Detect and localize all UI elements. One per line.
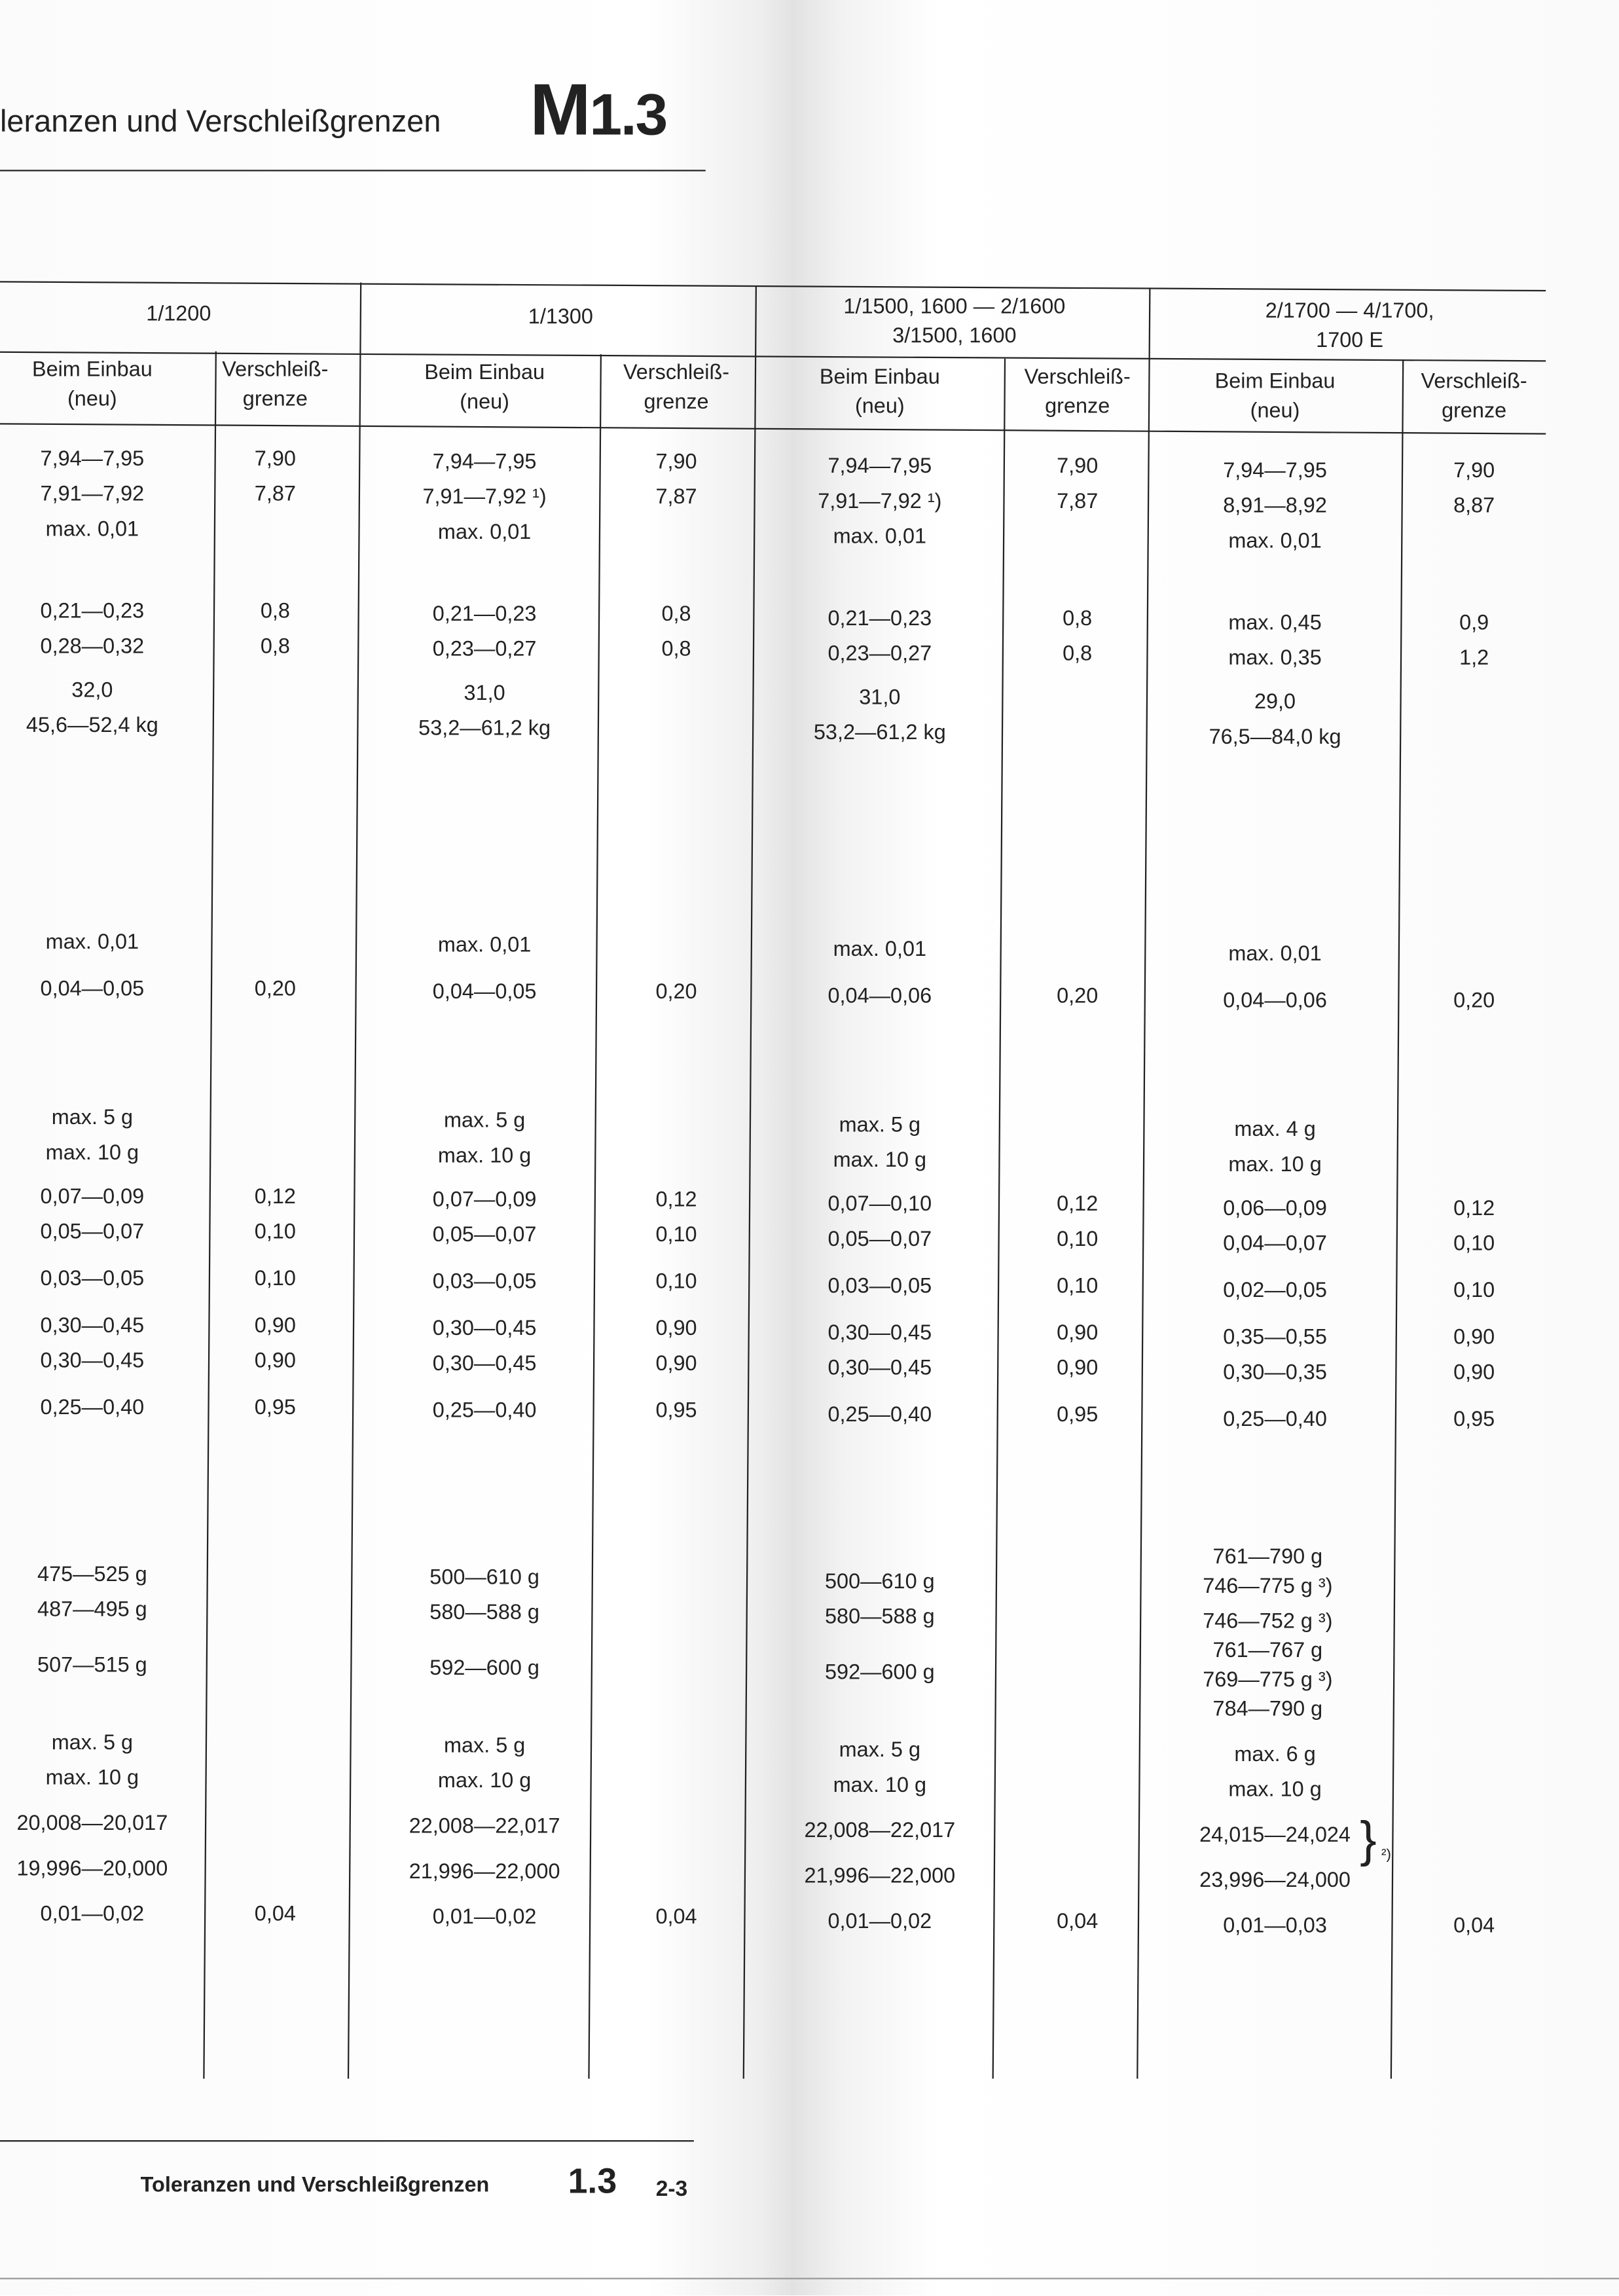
column-divider [1391, 360, 1404, 2079]
table-cell: 0,04 [1057, 1910, 1099, 1934]
table-cell: 592—600 g [825, 1661, 935, 1685]
table-cell: 22,008—22,017 [804, 1819, 956, 1844]
table-cell: 31,0 [464, 682, 505, 706]
table-cell: 0,03—0,05 [40, 1267, 145, 1292]
table-cell: 0,30—0,45 [432, 1317, 537, 1341]
section-letter: M [530, 69, 590, 151]
table-cell: max. 10 g [437, 1770, 532, 1794]
table-cell: 0,20 [1057, 985, 1099, 1009]
table-cell: 0,30—0,45 [432, 1353, 537, 1376]
subheader-wear-limit: Verschleiß- grenze [623, 361, 730, 414]
table-cell: max. 0,45 [1228, 611, 1322, 636]
table-cell: 0,10 [254, 1220, 296, 1245]
table-cell: 0,90 [655, 1353, 697, 1376]
table-cell: 23,996—24,000 [1199, 1869, 1351, 1893]
table-cell: 592—600 g [429, 1657, 539, 1681]
table-cell: 0,90 [1057, 1322, 1099, 1345]
group-header: 1/1300 [528, 306, 593, 330]
table-cell: 8,91—8,92 [1223, 494, 1327, 519]
table-cell-weight: 784—790 g [1212, 1698, 1323, 1722]
table-cell: 0,95 [254, 1396, 296, 1420]
table-cell: 7,87 [655, 486, 697, 510]
subheader-wear-limit: Verschleiß- grenze [1421, 370, 1527, 424]
table-cell: 7,87 [254, 483, 296, 507]
table-cell: 0,07—0,10 [828, 1193, 932, 1217]
table-cell: max. 5 g [443, 1734, 526, 1758]
table-cell: 0,8 [661, 638, 691, 662]
footer-section: 1.3 [568, 2162, 617, 2202]
table-cell: max. 0,01 [833, 525, 927, 549]
table-cell: 0,9 [1459, 611, 1489, 636]
subheader-new: Beim Einbau (neu) [31, 358, 153, 412]
subheader-wear-limit: Verschleiß- grenze [222, 358, 329, 412]
table-cell: 45,6—52,4 kg [26, 714, 158, 738]
table-cell: 7,94—7,95 [828, 455, 932, 479]
table-cell: 0,10 [655, 1224, 697, 1248]
table-cell: max. 10 g [45, 1766, 139, 1791]
table-cell: max. 10 g [833, 1149, 927, 1173]
table-cell: 507—515 g [37, 1654, 147, 1678]
table-cell: 0,10 [1057, 1275, 1099, 1299]
table-cell-weight: 769—775 g ³) [1203, 1669, 1333, 1692]
table-cell: max. 0,01 [1228, 530, 1322, 554]
table-cell-weight: 761—767 g [1212, 1639, 1323, 1664]
section-code [530, 67, 666, 153]
table-cell: max. 0,01 [437, 934, 532, 958]
table-cell: max. 0,01 [45, 931, 139, 955]
group-divider [348, 283, 361, 2079]
table-cell: 7,91—7,92 [40, 483, 145, 507]
table-cell: 0,04—0,06 [1223, 989, 1327, 1013]
table-cell: 500—610 g [825, 1571, 935, 1595]
table-cell: 0,07—0,09 [432, 1188, 537, 1212]
table-cell: 0,01—0,02 [432, 1906, 537, 1930]
table-cell: max. 5 g [839, 1114, 921, 1138]
table-cell: max. 10 g [1228, 1778, 1322, 1802]
table-cell: max. 10 g [833, 1774, 927, 1798]
table-cell: 76,5—84,0 kg [1209, 726, 1341, 750]
footer-title: Toleranzen und Verschleißgrenzen [140, 2174, 490, 2198]
table-cell: 0,04—0,05 [40, 977, 145, 1002]
table-cell: max. 5 g [51, 1732, 134, 1755]
table-cell: max. 5 g [443, 1109, 526, 1133]
table-cell: 0,25—0,40 [432, 1399, 537, 1423]
table-cell: max. 4 g [1234, 1118, 1316, 1142]
table-cell: 0,04 [1453, 1914, 1495, 1939]
table-cell: 0,10 [655, 1270, 697, 1294]
brace-footnote: ²) [1381, 1847, 1391, 1864]
table-cell: max. 0,35 [1228, 647, 1322, 671]
table-cell: 53,2—61,2 kg [418, 717, 551, 741]
table-cell: 21,996—22,000 [804, 1865, 956, 1889]
page-header-title: leranzen und Verschleißgrenzen [0, 105, 441, 139]
table-cell-weight: 746—775 g ³) [1203, 1575, 1333, 1599]
table-cell: 0,10 [1453, 1232, 1495, 1256]
subheader-new: Beim Einbau (neu) [819, 366, 940, 419]
table-cell: 0,01—0,02 [828, 1910, 932, 1934]
table-cell: max. 10 g [1228, 1153, 1322, 1177]
table-cell: 8,87 [1453, 494, 1495, 519]
table-cell: 24,015—24,024 [1199, 1824, 1351, 1848]
table-cell: 0,05—0,07 [432, 1224, 537, 1248]
group-header: 2/1700 — 4/1700, 1700 E [1265, 300, 1434, 353]
table-cell: max. 0,01 [437, 521, 532, 545]
table-cell-weight: 746—752 g ³) [1203, 1610, 1333, 1634]
table-cell: 0,8 [1063, 607, 1093, 631]
table-cell: 0,12 [1453, 1197, 1495, 1221]
group-header: 1/1500, 1600 — 2/1600 3/1500, 1600 [843, 295, 1066, 349]
table-cell: 500—610 g [429, 1566, 539, 1590]
table-cell: 0,25—0,40 [1223, 1408, 1327, 1432]
table-cell: 0,04—0,05 [432, 981, 537, 1004]
table-cell: max. 0,01 [833, 938, 927, 962]
table-cell: 0,12 [655, 1188, 697, 1212]
table-cell: 0,90 [1057, 1357, 1099, 1381]
table-cell: max. 10 g [437, 1144, 532, 1169]
group-divider [1137, 288, 1150, 2079]
table-cell: 0,95 [655, 1399, 697, 1423]
group-divider [743, 285, 757, 2079]
table-cell: 0,21—0,23 [432, 603, 537, 627]
table-cell: 19,996—20,000 [16, 1857, 168, 1882]
table-cell: 32,0 [71, 679, 113, 703]
group-header: 1/1200 [146, 302, 211, 327]
table-cell: 0,90 [1453, 1326, 1495, 1350]
table-cell: max. 0,01 [1228, 942, 1322, 966]
column-divider [203, 352, 217, 2079]
table-cell: 0,28—0,32 [40, 635, 145, 659]
table-cell: 0,30—0,45 [40, 1314, 145, 1338]
table-cell: 0,90 [254, 1314, 296, 1338]
table-cell: 0,03—0,05 [828, 1275, 932, 1299]
table-cell: 7,87 [1057, 490, 1099, 514]
table-cell: 0,04—0,06 [828, 985, 932, 1009]
table-cell: 0,05—0,07 [828, 1228, 932, 1252]
header-rule [0, 170, 706, 171]
table-cell: 0,21—0,23 [40, 600, 145, 624]
table-cell: 0,10 [254, 1267, 296, 1292]
table-cell: 22,008—22,017 [409, 1815, 560, 1839]
table-cell: 0,20 [1453, 989, 1495, 1013]
table-cell: 0,21—0,23 [828, 607, 932, 631]
section-number: 1.3 [589, 83, 666, 148]
table-cell: 0,01—0,02 [40, 1903, 145, 1927]
column-divider [588, 354, 602, 2079]
table-cell: 0,07—0,09 [40, 1186, 145, 1209]
table-cell: 0,30—0,45 [40, 1349, 145, 1374]
table-cell: 7,91—7,92 ¹) [818, 490, 942, 514]
table-cell: 0,05—0,07 [40, 1220, 145, 1245]
table-cell: 0,35—0,55 [1223, 1326, 1327, 1350]
table-cell: max. 6 g [1234, 1743, 1316, 1767]
table-cell-weight: 761—790 g [1212, 1546, 1323, 1569]
table-cell: 0,02—0,05 [1223, 1279, 1327, 1303]
table-cell: max. 0,01 [45, 518, 139, 542]
table-cell: 0,30—0,45 [828, 1322, 932, 1345]
table-cell: 0,10 [1057, 1228, 1099, 1252]
table-cell: 0,04 [655, 1906, 697, 1930]
table-cell: 0,30—0,45 [828, 1357, 932, 1381]
table-cell: 580—588 g [429, 1601, 539, 1625]
table-cell: 0,06—0,09 [1223, 1197, 1327, 1221]
table-top-rule [0, 281, 1546, 291]
table-cell: 0,90 [1453, 1361, 1495, 1385]
table-cell: 0,95 [1057, 1404, 1099, 1428]
table-cell: max. 5 g [51, 1106, 134, 1131]
table-cell: 0,8 [260, 635, 290, 659]
table-cell: 0,12 [1057, 1193, 1099, 1217]
table-cell: 0,30—0,35 [1223, 1361, 1327, 1385]
table-cell: 7,90 [1453, 460, 1495, 483]
table-cell: 0,25—0,40 [40, 1396, 145, 1420]
table-cell: 0,8 [1063, 642, 1093, 666]
table-cell: 1,2 [1459, 647, 1489, 671]
table-cell: 0,90 [254, 1349, 296, 1374]
table-cell: 29,0 [1254, 691, 1296, 715]
table-cell: 0,25—0,40 [828, 1404, 932, 1428]
table-cell: 0,12 [254, 1186, 296, 1209]
subheader-new: Beim Einbau (neu) [1214, 370, 1336, 424]
table-cell: 0,90 [655, 1317, 697, 1341]
table-cell: 0,23—0,27 [828, 642, 932, 666]
table-cell: max. 5 g [839, 1739, 921, 1763]
table-cell: max. 10 g [45, 1142, 139, 1165]
table-cell: 0,23—0,27 [432, 638, 537, 662]
footer-page-number: 2-3 [655, 2176, 688, 2202]
table-cell: 0,8 [260, 600, 290, 624]
page-edge [0, 2278, 1619, 2279]
table-cell: 7,94—7,95 [432, 450, 537, 475]
table-cell: 53,2—61,2 kg [813, 721, 946, 746]
table-cell: 7,90 [655, 450, 697, 475]
table-cell: 487—495 g [37, 1598, 147, 1622]
table-cell: 7,90 [254, 448, 296, 471]
table-cell: 20,008—20,017 [16, 1812, 168, 1836]
table-cell: 580—588 g [825, 1605, 935, 1630]
table-cell: 7,94—7,95 [40, 448, 145, 471]
table-cell: 0,04 [254, 1903, 296, 1927]
footer-rule [0, 2140, 694, 2141]
table-cell: 7,90 [1057, 455, 1099, 479]
table-cell: 0,20 [254, 977, 296, 1002]
table-cell: 475—525 g [37, 1563, 147, 1587]
table-cell: 7,91—7,92 ¹) [422, 486, 547, 510]
table-cell: 0,10 [1453, 1279, 1495, 1303]
table-cell: 0,03—0,05 [432, 1270, 537, 1294]
subheader-wear-limit: Verschleiß- grenze [1024, 366, 1131, 419]
table-cell: 0,04—0,07 [1223, 1232, 1327, 1256]
subheader-new: Beim Einbau (neu) [424, 361, 545, 414]
table-cell: 0,8 [661, 603, 691, 627]
table-cell: 0,20 [655, 981, 697, 1004]
table-cell: 21,996—22,000 [409, 1860, 560, 1884]
table-cell: 0,01—0,03 [1223, 1914, 1327, 1939]
table-cell: 7,94—7,95 [1223, 460, 1327, 483]
column-divider [992, 359, 1006, 2079]
table-cell: 0,95 [1453, 1408, 1495, 1432]
brace-icon: } [1360, 1812, 1377, 1868]
table-cell: 31,0 [859, 686, 901, 710]
